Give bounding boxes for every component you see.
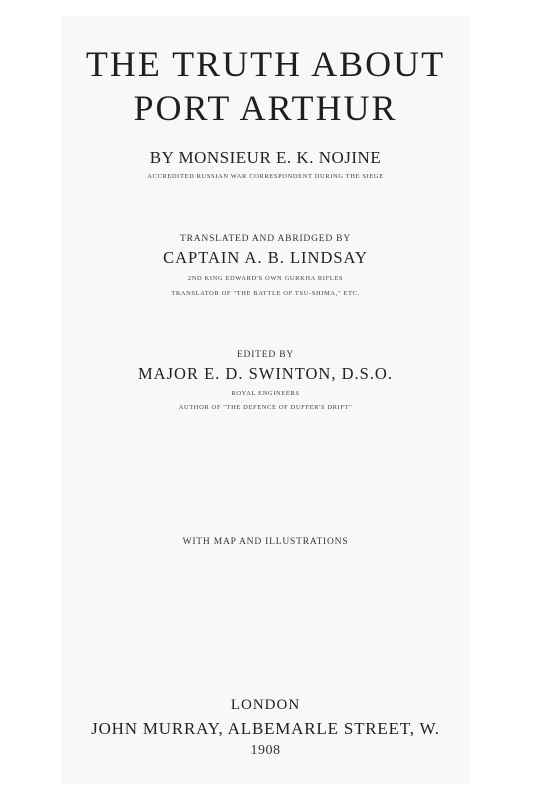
imprint-publisher: JOHN MURRAY, ALBEMARLE STREET, W. bbox=[91, 719, 440, 738]
editor-name: MAJOR E. D. SWINTON, D.S.O. bbox=[138, 364, 393, 383]
translator-intro: TRANSLATED AND ABRIDGED BY bbox=[180, 234, 351, 244]
illustrations-note: WITH MAP AND ILLUSTRATIONS bbox=[182, 537, 349, 547]
title-page bbox=[61, 16, 470, 784]
translator-regiment: 2ND KING EDWARD'S OWN GURKHA RIFLES bbox=[187, 275, 344, 282]
translator-credit: TRANSLATOR OF "THE BATTLE OF TSU-SHIMA," ETC. bbox=[171, 290, 360, 297]
imprint-city: LONDON bbox=[230, 697, 301, 713]
author-description: ACCREDITED RUSSIAN WAR CORRESPONDENT DURING THE SIEGE bbox=[147, 173, 384, 180]
imprint-year: 1908 bbox=[250, 743, 281, 758]
book-title-line-2: PORT ARTHUR bbox=[133, 88, 398, 128]
translator-name: CAPTAIN A. B. LINDSAY bbox=[163, 248, 368, 267]
editor-intro: EDITED BY bbox=[236, 350, 295, 360]
author-byline: BY MONSIEUR E. K. NOJINE bbox=[149, 148, 382, 167]
book-title-line-1: THE TRUTH ABOUT bbox=[85, 44, 446, 84]
editor-corps: ROYAL ENGINEERS bbox=[231, 390, 300, 397]
editor-credit: AUTHOR OF "THE DEFENCE OF DUFFER'S DRIFT" bbox=[178, 404, 353, 411]
